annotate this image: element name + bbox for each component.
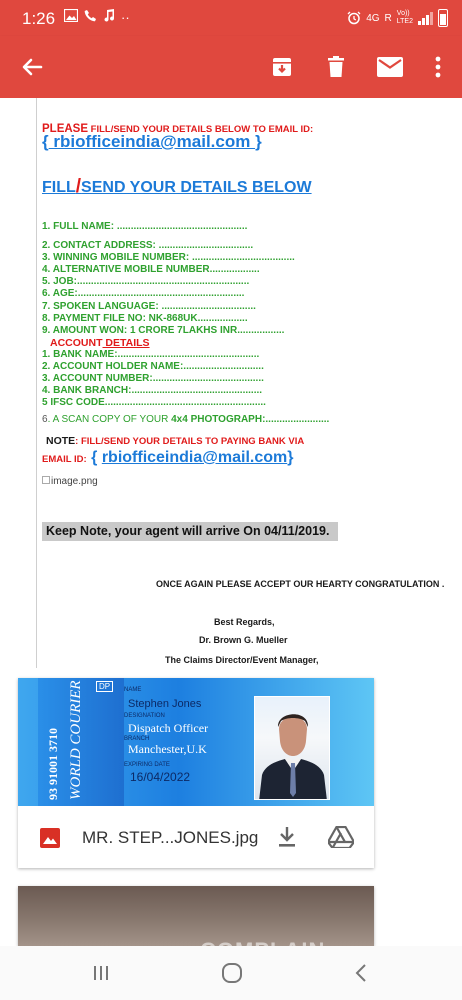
id-expiry-label: EXPIRING DATE xyxy=(124,762,170,768)
brace-open: { xyxy=(42,132,49,151)
photo-dots: :....................... xyxy=(262,414,330,425)
account-details-heading xyxy=(50,337,150,349)
email-body xyxy=(0,98,462,668)
field-spoken-language: 7. SPOKEN LANGUAGE: .................................. xyxy=(42,301,256,312)
field-job: 5. JOB:.............................................................. xyxy=(42,276,250,287)
recent-apps-button[interactable] xyxy=(92,964,110,987)
home-button[interactable] xyxy=(221,962,243,989)
congratulation: ONCE AGAIN PLEASE ACCEPT OUR HEARTY CONGRATULATION . xyxy=(156,579,445,589)
second-attachment-preview[interactable] xyxy=(18,886,374,946)
best-regards: Best Regards, xyxy=(214,617,275,627)
status-time: 1:26 xyxy=(22,9,56,28)
id-photo xyxy=(254,696,330,800)
quote-divider xyxy=(36,98,37,668)
id-card-vertical-brand: WORLD COURIER xyxy=(68,680,84,800)
field-account-holder: 2. ACCOUNT HOLDER NAME:............................. xyxy=(42,361,264,372)
note-rest: : FILL/SEND YOUR DETAILS TO PAYING BANK VIA xyxy=(75,436,305,447)
intro-please: PLEASE xyxy=(42,123,89,135)
more-vert-icon xyxy=(435,56,441,78)
photo-prefix: 6 xyxy=(42,414,48,425)
delete-icon xyxy=(326,56,346,78)
note-line xyxy=(46,435,304,447)
roaming-label: R xyxy=(384,12,392,24)
phone-notification-icon xyxy=(84,9,97,27)
home-icon xyxy=(221,962,243,984)
field-contact-address: 2. CONTACT ADDRESS: .................................. xyxy=(42,240,254,251)
recent-apps-icon xyxy=(92,964,110,982)
email-id-label: EMAIL ID: xyxy=(42,454,87,465)
alarm-icon xyxy=(347,11,361,25)
email-address-link[interactable]: rbiofficeindia@mail.com xyxy=(48,132,256,151)
photo-bold: 4x4 PHOTOGRAPH xyxy=(171,414,263,425)
id-card-tag: DP xyxy=(96,681,113,692)
status-bar xyxy=(0,0,462,36)
id-expiry-value: 16/04/2022 xyxy=(130,770,191,784)
email2-close: } xyxy=(287,449,294,466)
archive-button[interactable] xyxy=(258,36,306,98)
gallery-notification-icon xyxy=(64,9,78,27)
field-photograph xyxy=(42,409,329,427)
photo-text: . A SCAN COPY OF YOUR xyxy=(47,414,172,425)
image-placeholder xyxy=(42,476,98,487)
brace-close: } xyxy=(255,132,262,151)
more-options-button[interactable] xyxy=(414,36,462,98)
id-name-label: NAME xyxy=(124,687,142,693)
mail-icon xyxy=(377,57,403,77)
attachment-file-name[interactable]: MR. STEP...JONES.jpg xyxy=(82,828,259,847)
status-notification-icons xyxy=(64,9,130,27)
volte-label: Vo)) LTE2 xyxy=(396,10,413,25)
intro-rest: FILL/SEND YOUR DETAILS BELOW TO EMAIL ID: xyxy=(88,124,314,135)
field-bank-branch: 4. BANK BRANCH:............................................... xyxy=(42,385,263,396)
back-arrow-icon xyxy=(21,56,43,78)
email-address-line xyxy=(42,132,262,152)
battery-icon xyxy=(438,9,448,27)
id-branch-value: Manchester,U.K xyxy=(128,742,207,756)
field-ifsc: 5 IFSC CODE.......................................................... xyxy=(42,397,266,408)
delete-button[interactable] xyxy=(312,36,360,98)
account-label: ACCOUNT xyxy=(50,337,103,349)
back-button[interactable] xyxy=(8,36,56,98)
network-type-label: 4G xyxy=(366,12,380,24)
attachment-preview[interactable] xyxy=(18,678,374,806)
heading-rest: SEND YOUR DETAILS BELOW xyxy=(81,179,312,196)
heading xyxy=(42,176,312,198)
signer-name: Dr. Brown G. Mueller xyxy=(199,635,288,645)
drive-icon[interactable] xyxy=(328,826,354,848)
id-designation-value: Dispatch Officer xyxy=(128,721,209,735)
signal-icon xyxy=(418,11,433,25)
image-placeholder-text: image.png xyxy=(51,476,98,487)
field-bank-name: 1. BANK NAME:................................................... xyxy=(42,349,260,360)
back-icon xyxy=(354,963,368,983)
system-back-button[interactable] xyxy=(354,963,368,988)
details-label: DETAILS xyxy=(102,337,150,349)
status-system-icons xyxy=(347,9,448,27)
system-nav-bar xyxy=(0,946,462,1000)
mark-unread-button[interactable] xyxy=(366,36,414,98)
note-label: NOTE xyxy=(46,435,76,447)
image-file-icon xyxy=(40,828,60,848)
keep-note: Keep Note, your agent will arrive On 04/11/2019. xyxy=(42,522,338,541)
field-payment-file: 8. PAYMENT FILE NO: NK-868UK.................. xyxy=(42,313,248,324)
field-amount-won: 9. AMOUNT WON: 1 CRORE 7LAKHS INR................. xyxy=(42,325,285,336)
field-age: 6. AGE:............................................................ xyxy=(42,288,245,299)
signer-title: The Claims Director/Event Manager, xyxy=(165,655,319,665)
more-notifications-icon: ·· xyxy=(121,10,130,25)
field-full-name: 1. FULL NAME: ............................................... xyxy=(42,221,248,232)
id-branch-label: BRANCH xyxy=(124,736,150,742)
attachment-card[interactable] xyxy=(18,678,374,868)
download-icon[interactable] xyxy=(278,826,296,848)
heading-fill: FILL xyxy=(42,179,76,196)
person-portrait-icon xyxy=(255,697,330,800)
app-bar xyxy=(0,36,462,98)
id-designation-label: DESIGNATION xyxy=(124,713,165,719)
music-notification-icon xyxy=(103,9,115,27)
broken-image-icon xyxy=(42,476,50,484)
archive-icon xyxy=(271,56,293,78)
heading-slash: / xyxy=(75,176,82,197)
email2-address-link[interactable]: rbiofficeindia@mail.com xyxy=(101,449,288,466)
field-account-number: 3. ACCOUNT NUMBER:........................................ xyxy=(42,373,264,384)
field-winning-mobile: 3. WINNING MOBILE NUMBER: ..................................... xyxy=(42,252,295,263)
id-name-value: Stephen Jones xyxy=(128,698,202,710)
email2-open: { xyxy=(86,449,102,466)
note-email-line xyxy=(42,449,293,467)
id-card-vertical-number: 93 91001 3710 xyxy=(46,728,60,800)
field-alt-mobile: 4. ALTERNATIVE MOBILE NUMBER.................. xyxy=(42,264,260,275)
